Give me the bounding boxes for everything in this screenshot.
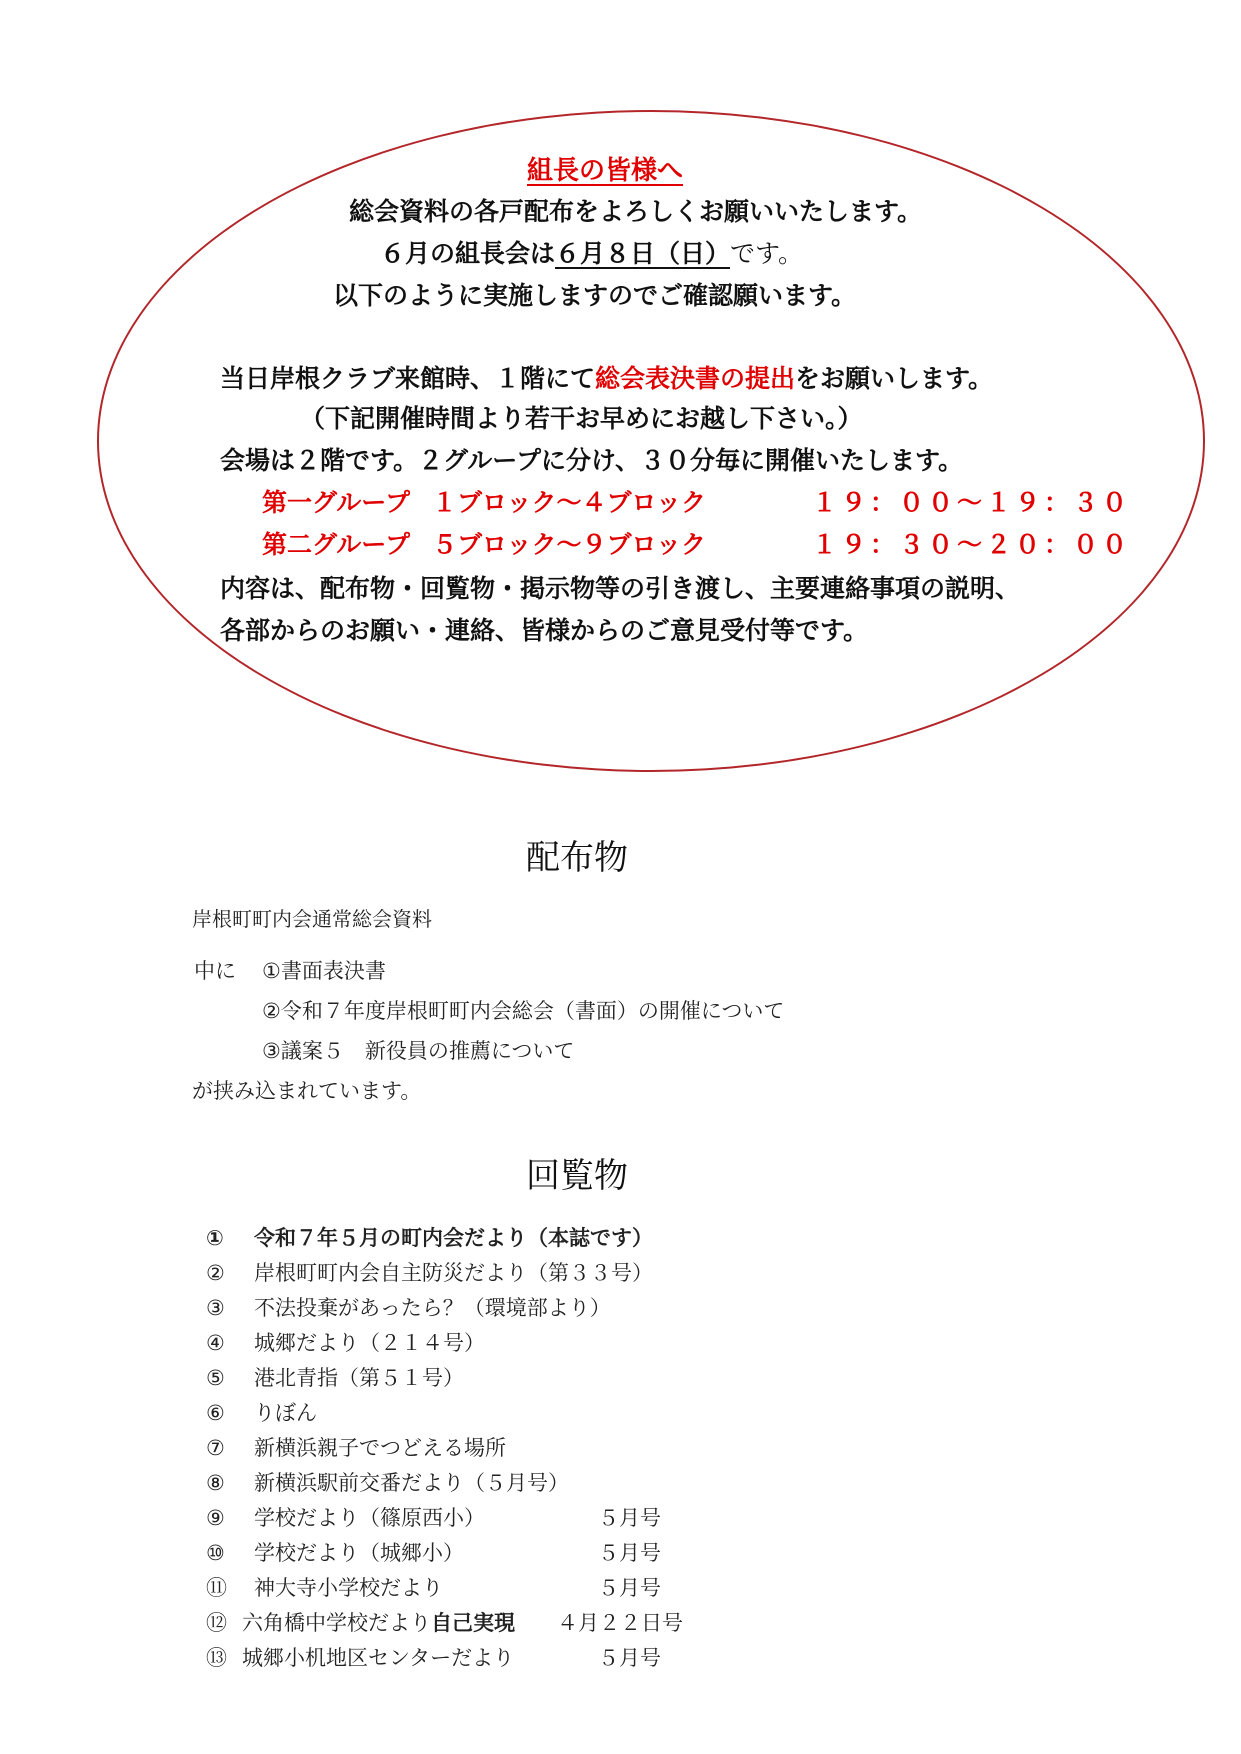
notice-line-3: 以下のように実施しますのでご確認願います。 <box>333 281 857 310</box>
distribution-heading: 配布物 <box>526 838 628 878</box>
group-2-time: １９：３０～２０：００ <box>812 530 1132 559</box>
group-2-blocks: ５ブロック～９ブロック <box>432 530 707 559</box>
circulation-item-text: 城郷だより（２１４号） <box>254 1331 485 1355</box>
circulation-item-number: ⑫ <box>206 1611 227 1635</box>
circulation-item-text: 不法投棄があったら？（環境部より） <box>254 1296 611 1320</box>
notice-line-2 <box>380 234 803 270</box>
circulation-item-text: 学校だより（城郷小） <box>254 1541 464 1565</box>
circulation-item-text: 岸根町町内会自主防災だより（第３３号） <box>254 1261 653 1285</box>
notice-line-4-prefix: 当日岸根クラブ来館時、１階にて <box>220 364 596 393</box>
notice-line-4-suffix: をお願いします。 <box>795 364 994 393</box>
group-2-name: 第二グループ <box>262 530 411 559</box>
notice-line-4 <box>220 359 993 395</box>
circulation-item-number: ⑥ <box>206 1401 225 1425</box>
distribution-item-1: ①書面表決書 <box>262 959 386 983</box>
circulation-item <box>206 1362 464 1392</box>
notice-line-2-suffix: です。 <box>730 239 804 268</box>
circulation-item-number: ⑨ <box>206 1506 225 1530</box>
circulation-item <box>206 1397 317 1427</box>
notice-line-1: 総会資料の各戸配布をよろしくお願いいたします。 <box>349 197 923 226</box>
distribution-closing: が挟み込まれています。 <box>192 1079 422 1103</box>
circulation-item-number: ⑦ <box>206 1436 225 1460</box>
circulation-item-number: ⑪ <box>206 1576 227 1600</box>
circulation-item <box>206 1257 653 1287</box>
notice-line-7: 内容は、配布物・回覧物・掲示物等の引き渡し、主要連絡事項の説明、 <box>220 574 1021 603</box>
circulation-item-number: ② <box>206 1261 225 1285</box>
notice-line-6: 会場は２階です。２グループに分け、３０分毎に開催いたします。 <box>220 446 964 475</box>
distribution-item-2: ②令和７年度岸根町町内会総会（書面）の開催について <box>262 999 785 1023</box>
distribution-intro: 中に <box>194 959 236 983</box>
circulation-item-text: 新横浜親子でつどえる場所 <box>254 1436 506 1460</box>
circulation-item-number: ⑤ <box>206 1366 225 1390</box>
circulation-item <box>206 1572 661 1602</box>
meeting-date: ６月８日（日） <box>555 239 731 268</box>
circulation-item-date: ５月号 <box>598 1541 661 1565</box>
circulation-item-text: 新横浜駅前交番だより（５月号） <box>254 1471 569 1495</box>
circulation-item <box>206 1467 569 1497</box>
circulation-heading: 回覧物 <box>526 1156 628 1196</box>
circulation-item-text: 神大寺小学校だより <box>254 1576 443 1600</box>
circulation-item <box>206 1607 683 1637</box>
group-1-name: 第一グループ <box>262 488 411 517</box>
circulation-item-bold: 自己実現 <box>431 1611 515 1635</box>
circulation-item-number: ⑩ <box>206 1541 225 1565</box>
group-1-time: １９：００～１９：３０ <box>812 488 1132 517</box>
circulation-item-text: 六角橋中学校だより <box>242 1611 431 1635</box>
circulation-item <box>206 1502 661 1532</box>
notice-line-5: （下記開催時間より若干お早めにお越し下さい。） <box>300 404 863 433</box>
circulation-item-number: ① <box>206 1226 224 1250</box>
distribution-doc-title: 岸根町町内会通常総会資料 <box>192 907 432 931</box>
circulation-item-number: ⑧ <box>206 1471 225 1495</box>
notice-title: 組長の皆様へ <box>527 156 684 186</box>
circulation-item-text: 令和７年５月の町内会だより（本誌です） <box>254 1226 653 1250</box>
circulation-item <box>206 1537 661 1567</box>
circulation-item-date: ５月号 <box>598 1506 661 1530</box>
circulation-item <box>206 1327 485 1357</box>
circulation-item-text: 城郷小机地区センターだより <box>242 1646 515 1670</box>
circulation-item-number: ⑬ <box>206 1646 227 1670</box>
group-row-1 <box>262 483 1131 519</box>
circulation-item <box>206 1292 611 1322</box>
circulation-item <box>206 1222 653 1252</box>
circulation-item-number: ③ <box>206 1296 225 1320</box>
circulation-item-text: りぼん <box>254 1401 317 1425</box>
circulation-item-text: 学校だより（篠原西小） <box>254 1506 485 1530</box>
notice-line-2-prefix: ６月の組長会は <box>380 239 556 268</box>
notice-line-8: 各部からのお願い・連絡、皆様からのご意見受付等です。 <box>220 616 869 645</box>
circulation-item-number: ④ <box>206 1331 225 1355</box>
circulation-item-text: 港北青指（第５１号） <box>254 1366 464 1390</box>
group-row-2 <box>262 525 1131 561</box>
circulation-item <box>206 1642 661 1672</box>
ballot-submission-highlight: 総会表決書の提出 <box>595 364 796 393</box>
distribution-item-3: ③議案５ 新役員の推薦について <box>262 1039 575 1063</box>
group-1-blocks: １ブロック～４ブロック <box>432 488 707 517</box>
circulation-item-date: ４月２２日号 <box>557 1611 683 1635</box>
circulation-item-date: ５月号 <box>598 1646 661 1670</box>
circulation-item-date: ５月号 <box>598 1576 661 1600</box>
circulation-item <box>206 1432 506 1462</box>
